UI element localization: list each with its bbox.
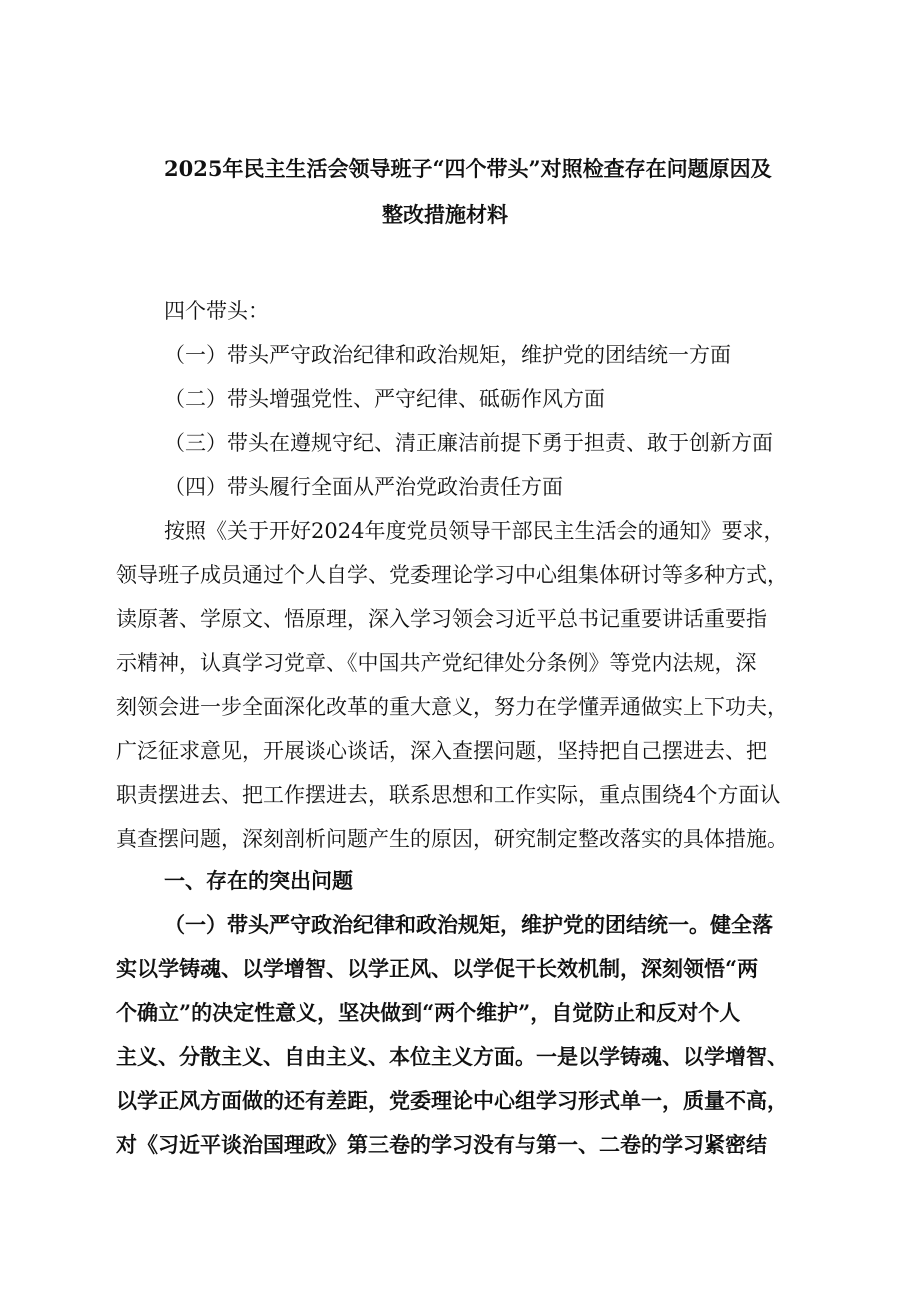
section-heading: 一、存在的突出问题 (164, 868, 353, 893)
intro-label: 四个带头： (164, 299, 269, 323)
paragraph-line: 真查摆问题，深刻剖析问题产生的原因，研究制定整改落实的具体措施。 (116, 827, 788, 851)
list-item: （二）带头增强党性、严守纪律、砥砺作风方面 (164, 387, 605, 411)
bold-paragraph-line: 对《习近平谈治国理政》第三卷的学习没有与第一、二卷的学习紧密结 (116, 1132, 767, 1157)
list-item: （四）带头履行全面从严治党政治责任方面 (164, 475, 563, 499)
paragraph-line: 职责摆进去、把工作摆进去，联系思想和工作实际，重点围绕4个方面认 (116, 783, 781, 807)
document-title-line-2: 整改措施材料 (382, 202, 508, 227)
bold-paragraph-line: （一）带头严守政治纪律和政治规矩，维护党的团结统一。健全落 (164, 912, 773, 937)
paragraph-line: 刻领会进一步全面深化改革的重大意义，努力在学懂弄通做实上下功夫， (116, 695, 788, 719)
bold-paragraph-line: 以学正风方面做的还有差距，党委理论中心组学习形式单一，质量不高， (116, 1088, 788, 1113)
list-item: （三）带头在遵规守纪、清正廉洁前提下勇于担责、敢于创新方面 (164, 431, 773, 455)
paragraph-line: 读原著、学原文、悟原理，深入学习领会习近平总书记重要讲话重要指 (116, 607, 767, 631)
paragraph-line: 按照《关于开好2024年度党员领导干部民主生活会的通知》要求， (164, 519, 785, 543)
paragraph-line: 示精神，认真学习党章、《中国共产党纪律处分条例》等党内法规，深 (116, 651, 757, 675)
paragraph-line: 领导班子成员通过个人自学、党委理论学习中心组集体研讨等多种方式， (116, 563, 788, 587)
bold-paragraph-line: 实以学铸魂、以学增智、以学正风、以学促干长效机制，深刻领悟“两 (116, 956, 759, 981)
bold-paragraph-line: 个确立”的决定性意义，坚决做到“两个维护”，自觉防止和反对个人 (116, 1000, 741, 1025)
document-title-line-1: 2025年民主生活会领导班子“四个带头”对照检查存在问题原因及 (164, 156, 772, 181)
paragraph-line: 广泛征求意见，开展谈心谈话，深入查摆问题，坚持把自己摆进去、把 (116, 739, 767, 763)
bold-paragraph-line: 主义、分散主义、自由主义、本位主义方面。一是以学铸魂、以学增智、 (116, 1044, 788, 1069)
list-item: （一）带头严守政治纪律和政治规矩，维护党的团结统一方面 (164, 343, 731, 367)
